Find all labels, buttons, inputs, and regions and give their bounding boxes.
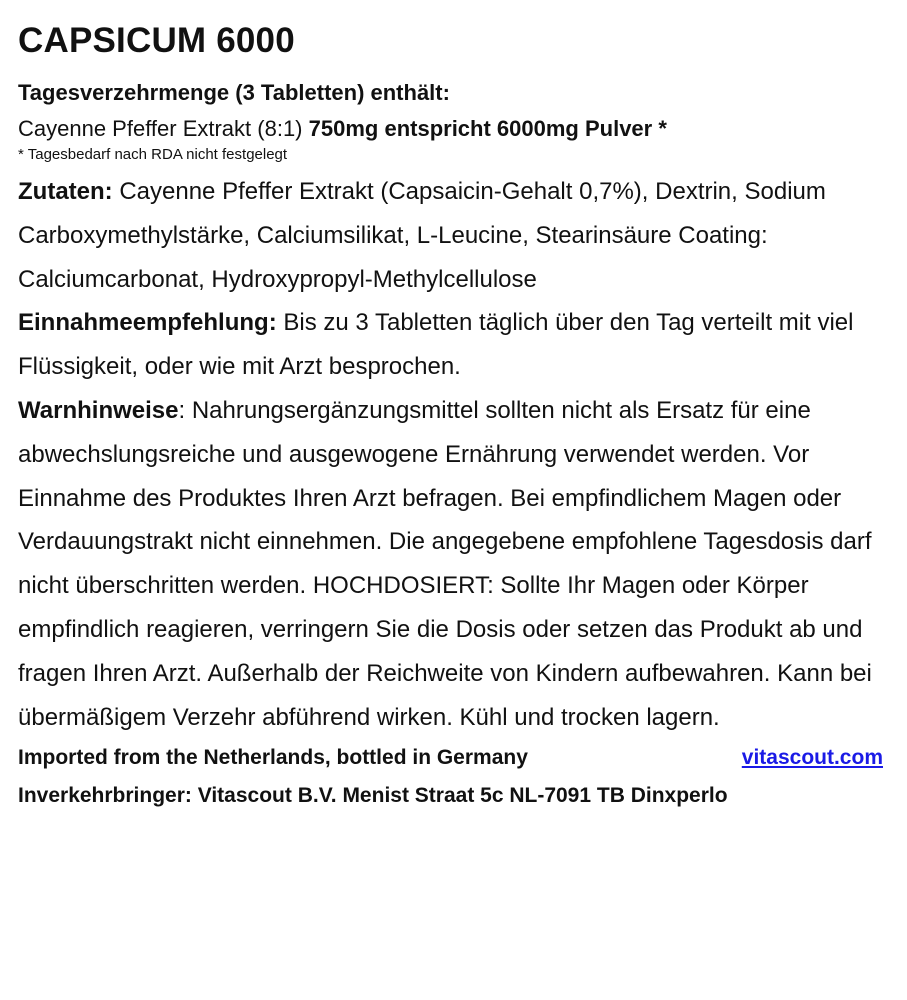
ingredients-label: Zutaten: — [18, 178, 113, 205]
origin-row — [18, 739, 893, 777]
daily-dose-heading: Tagesverzehrmenge (3 Tabletten) enthält: — [18, 80, 450, 105]
ingredients-section — [18, 170, 893, 301]
ingredients-text: Cayenne Pfeffer Extrakt (Capsaicin-Gehalt 0,7%), Dextrin, Sodium Carboxymethylstärke, Calciumsilikat, L-Leucine, Stearinsäure Coating: Calciumcarbonat, Hydroxypropyl-Methylcellulose — [18, 178, 826, 293]
rda-footnote: * Tagesbedarf nach RDA nicht festgelegt — [18, 146, 288, 163]
product-title: CAPSICUM 6000 — [18, 21, 295, 60]
recommendation-text: Bis zu 3 Tabletten täglich über den Tag verteilt mit viel Flüssigkeit, oder wie mit Arzt besprochen. — [18, 309, 854, 381]
warnings-section — [18, 389, 893, 739]
warnings-label: Warnhinweise — [18, 396, 179, 424]
website-link[interactable]: vitascout.com — [741, 746, 883, 770]
origin-text: Imported from the Netherlands, bottled in Germany — [18, 746, 528, 770]
recommendation-section — [18, 301, 893, 389]
product-label — [18, 20, 893, 815]
daily-dose-asterisk: * — [652, 116, 667, 141]
distributor-text: Inverkehrbringer: Vitascout B.V. Menist Straat 5c NL-7091 TB Dinxperlo — [18, 784, 728, 808]
distributor-row — [18, 777, 893, 815]
warnings-text: : Nahrungsergänzungsmittel sollten nicht als Ersatz für eine abwechslungsreiche und ausgewogene Ernährung verwendet werden. Vor Einnahme des Produktes Ihren Arzt befragen. Bei empfindlichem Magen oder Verdauungstrakt nicht einnehmen. Die angegebene empfohlene Tagesdosis darf nicht überschritten werden. HOCHDOSIERT: Sollte Ihr Magen oder Körper empfindlich reagieren, verringern Sie die Dosis oder setzen das Produkt ab und fragen Ihren Arzt. Außerhalb der Reichweite von Kindern aufbewahren. Kann bei übermäßigem Verzehr abführend wirken. Kühl und trocken lagern. — [18, 396, 872, 731]
daily-dose-amount: 750mg entspricht 6000mg Pulver — [308, 116, 653, 141]
daily-dose-line — [18, 114, 893, 144]
recommendation-label: Einnahmeempfehlung: — [18, 309, 277, 337]
daily-dose-ingredient: Cayenne Pfeffer Extrakt (8:1) — [18, 116, 303, 141]
